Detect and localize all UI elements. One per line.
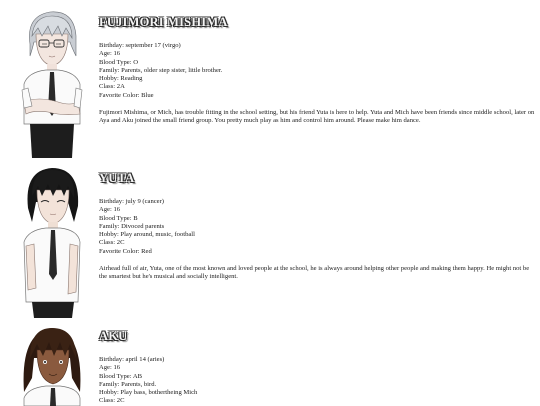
character-name: AKU	[99, 329, 128, 343]
stat-blood-type: Blood Type: B	[99, 214, 138, 222]
stat-birthday: Birthday: april 14 (aries)	[99, 356, 165, 363]
stat-age: Age: 16	[99, 50, 121, 58]
stat-blood-type: Blood Type: O	[99, 58, 138, 66]
stat-class: Class: 2C	[99, 239, 125, 247]
character-stats	[99, 356, 535, 406]
character-name: FUJIMORI MISHIMA	[99, 15, 228, 29]
stat-favorite-color: Favorite Color: Red	[99, 247, 152, 255]
character-description: Airhead full of air, Yuta, one of the most known and loved people at the school, he is always around helping other people and making them happy. He might not be the smartest but he's musical and socially intelligent.	[99, 265, 530, 281]
stat-birthday: Birthday: september 17 (virgo)	[99, 42, 181, 49]
stat-age: Age: 16	[99, 364, 121, 372]
stat-family: Family: Divoced parents	[99, 222, 165, 230]
character-description: Fujimori Mishima, or Mich, has trouble fitting in the school setting, but his friend Yuta is here to help. Yuta and Mich have been friends since middle school, later on Aya and Aku joined the small friend group. You pretty much play as him and control him around. Please make him dance.	[99, 109, 535, 125]
character-stats	[99, 42, 535, 100]
aku-portrait	[18, 322, 86, 406]
yuta-portrait	[18, 162, 86, 318]
stat-birthday: Birthday: july 9 (cancer)	[99, 198, 164, 205]
stat-hobby: Hobby: Play bass, bothertheing Mich	[99, 389, 198, 397]
stat-class: Class: 2A	[99, 83, 125, 91]
stat-blood-type: Blood Type: AB	[99, 372, 143, 380]
stat-hobby: Hobby: Reading	[99, 75, 143, 83]
stat-favorite-color: Favorite Color: Blue	[99, 91, 154, 99]
stat-age: Age: 16	[99, 206, 121, 214]
stat-class: Class: 2C	[99, 397, 125, 405]
character-name: YUTA	[99, 171, 135, 185]
mishima-portrait	[18, 6, 86, 158]
stat-hobby: Hobby: Play around, music, football	[99, 231, 195, 239]
stat-family: Family: Parents, bird.	[99, 380, 157, 388]
character-stats	[99, 198, 535, 256]
stat-family: Family: Parents, older step sister, little brother.	[99, 66, 223, 74]
